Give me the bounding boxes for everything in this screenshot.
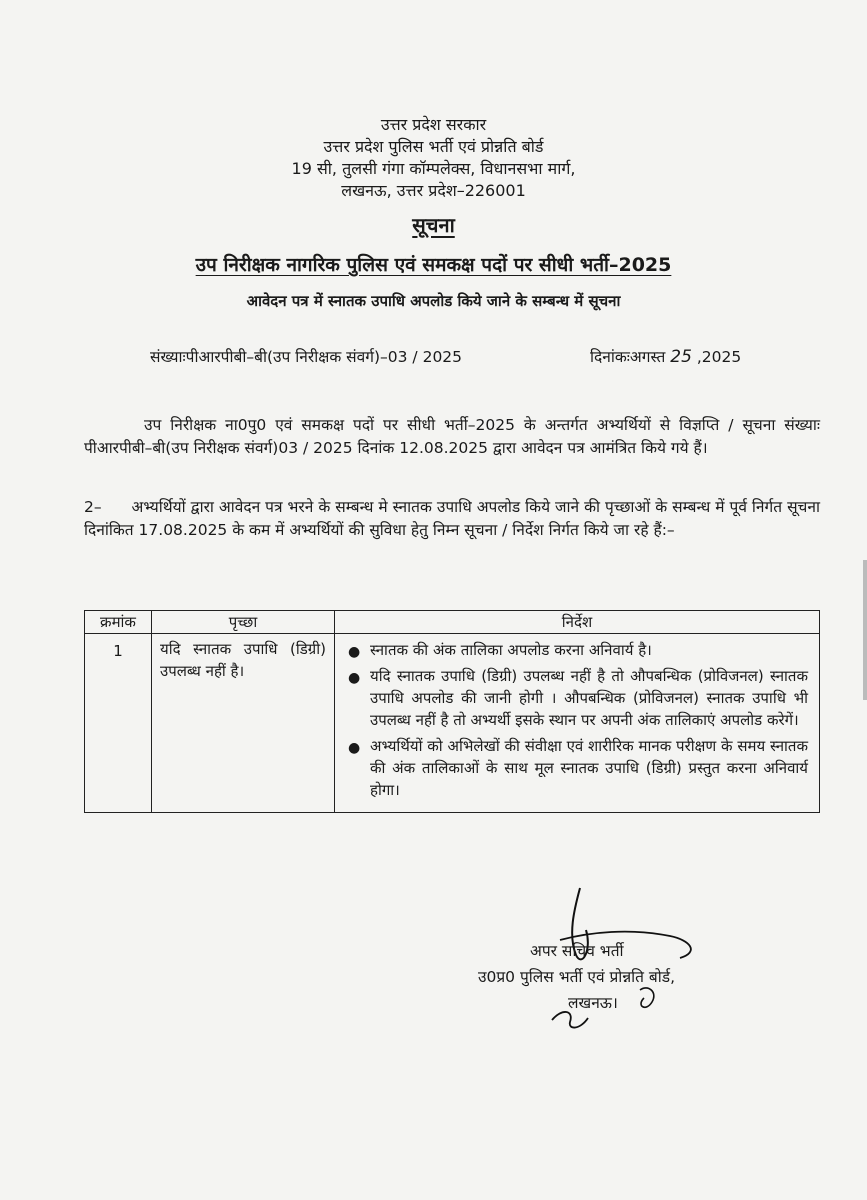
govt-name: उत्तर प्रदेश सरकार — [380, 115, 487, 134]
row-instructions — [335, 634, 820, 813]
bullet-icon: ● — [348, 740, 361, 756]
signatory-office: उ0प्र0 पुलिस भर्ती एवं प्रोन्नति बोर्ड, — [478, 968, 676, 986]
header-query: पृच्छा — [152, 611, 335, 634]
instruction-item: ● स्नातक की अंक तालिका अपलोड करना अनिवार्य है। — [370, 639, 808, 661]
instructions-table — [84, 610, 820, 813]
notice-subtitle: आवेदन पत्र में स्नातक उपाधि अपलोड किये जाने के सम्बन्ध में सूचना — [246, 292, 621, 310]
reference-date — [590, 346, 741, 368]
instruction-item: ● अभ्यर्थियों को अभिलेखों की संवीक्षा एवं शारीरिक मानक परीक्षण के समय स्नातक की अंक तालिकाओं के साथ मूल स्नातक उपाधि (डिग्री) प्रस्तुत करना अनिवार्य होगा। — [348, 737, 808, 799]
header-instruction: निर्देश — [335, 611, 820, 634]
notice-label: सूचना — [412, 213, 455, 237]
header-serial: क्रमांक — [85, 611, 152, 634]
board-address: 19 सी, तुलसी गंगा कॉम्पलेक्स, विधानसभा मार्ग, — [291, 159, 576, 178]
date-prefix: दिनांकःअगस्त — [590, 348, 666, 366]
row-serial: 1 — [85, 634, 152, 813]
paragraph-1: उप निरीक्षक ना0पु0 एवं समकक्ष पदों पर सीधी भर्ती–2025 के अन्तर्गत अभ्यर्थियों से विज्ञप्ति / सूचना संख्याः पीआरपीबी–बी(उप निरीक्षक संवर्ग)03 / 2025 दिनांक 12.08.2025 द्वारा आवेदन पत्र आमंत्रित किये गये हैं। — [84, 416, 820, 457]
signatory-place: लखनऊ। — [568, 994, 618, 1012]
scan-edge-shadow — [863, 560, 867, 700]
paragraph-2-number: 2– — [84, 498, 102, 516]
reference-number: संख्याःपीआरपीबी–बी(उप निरीक्षक संवर्ग)–03 / 2025 — [150, 348, 463, 366]
board-city: लखनऊ, उत्तर प्रदेश–226001 — [341, 181, 526, 200]
instruction-item: ● यदि स्नातक उपाधि (डिग्री) उपलब्ध नहीं है तो औपबन्धिक (प्रोविजनल) स्नातक उपाधि अपलोड की जानी होगी । औपबन्धिक (प्रोविजनल) स्नातक उपाधि भी उपलब्ध नहीं है तो अभ्यर्थी इसके स्थान पर अपनी अंक तालिकाएं अपलोड करेगें। — [348, 667, 808, 729]
board-name: उत्तर प्रदेश पुलिस भर्ती एवं प्रोन्नति बोर्ड — [323, 137, 544, 156]
signatory-designation: अपर सचिव भर्ती — [530, 942, 624, 960]
bullet-icon: ● — [348, 644, 361, 660]
date-day-handwritten: 25 — [670, 347, 692, 367]
bullet-icon: ● — [348, 670, 361, 686]
table-row — [85, 634, 820, 813]
date-year: ,2025 — [696, 348, 742, 366]
notice-title: उप निरीक्षक नागरिक पुलिस एवं समकक्ष पदों पर सीधी भर्ती–2025 — [195, 254, 672, 276]
paragraph-2 — [84, 496, 820, 542]
table-header-row — [85, 611, 820, 634]
paragraph-2-text: अभ्यर्थियों द्वारा आवेदन पत्र भरने के सम्बन्ध मे स्नातक उपाधि अपलोड किये जाने की पृच्छाओं के सम्बन्ध में पूर्व निर्गत सूचना दिनांकित 17.08.2025 के कम में अभ्यर्थियों की सुविधा हेतु निम्न सूचना / निर्देश निर्गत किये जा रहे हैं:– — [84, 498, 821, 539]
row-query: यदि स्नातक उपाधि (डिग्री) उपलब्ध नहीं है। — [152, 634, 335, 813]
